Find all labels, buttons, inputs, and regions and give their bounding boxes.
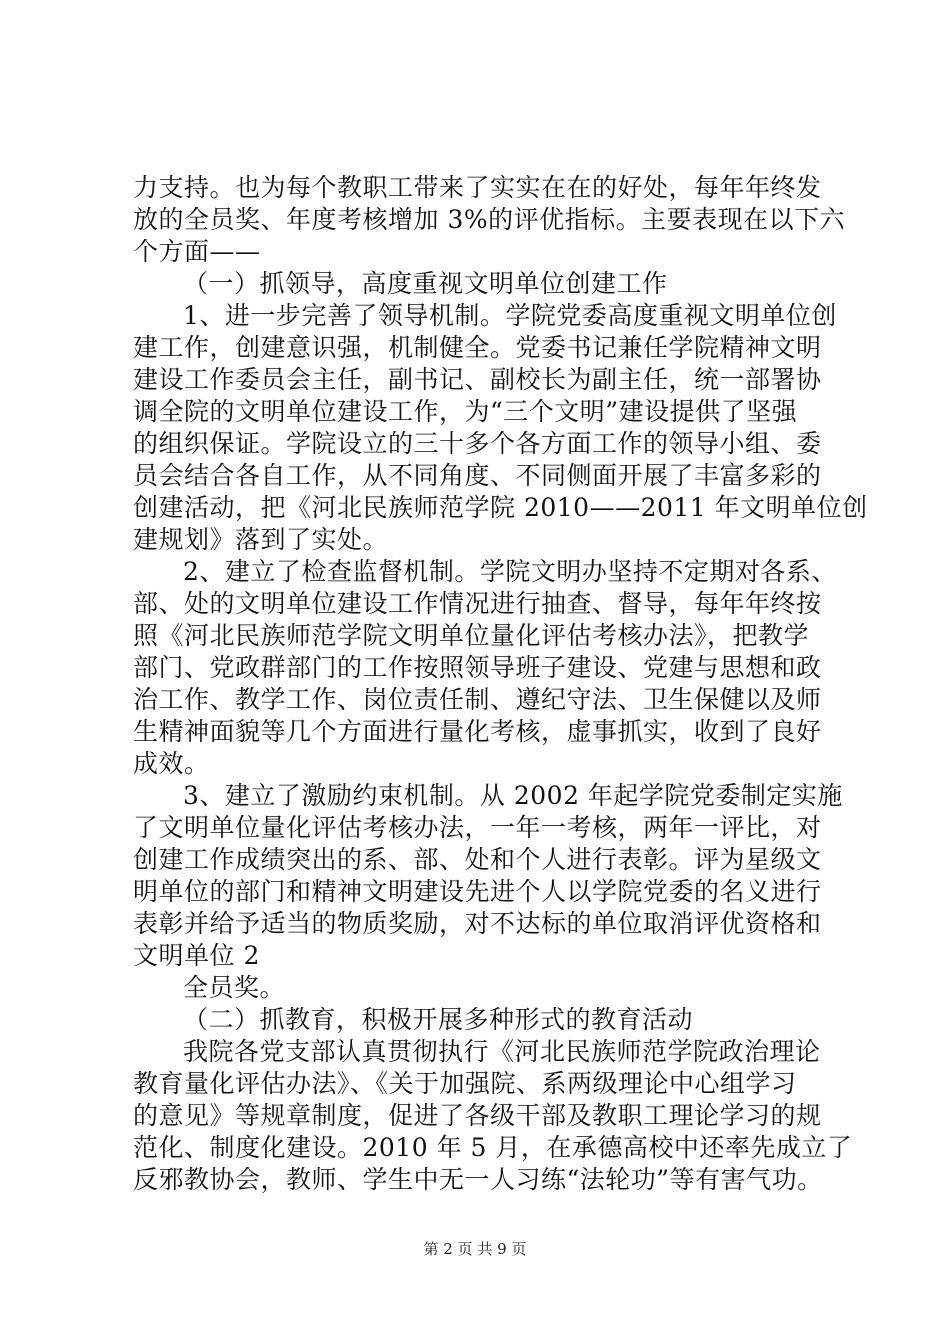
text-line: 创建工作成绩突出的系、部、处和个人进行表彰。评为星级文 <box>133 845 822 874</box>
document-body <box>133 172 868 1196</box>
text-line: 建设工作委员会主任，副书记、副校长为副主任，统一部署协 <box>133 365 822 394</box>
text-line: （一）抓领导，高度重视文明单位创建工作 <box>183 269 668 298</box>
text-line: 了文明单位量化评估考核办法，一年一考核，两年一评比，对 <box>133 813 822 842</box>
text-line: 3、建立了激励约束机制。从 2002 年起学院党委制定实施 <box>183 781 843 810</box>
text-line: 范化、制度化建设。2010 年 5 月，在承德高校中还率先成立了 <box>133 1133 853 1162</box>
text-line: 的意见》等规章制度，促进了各级干部及教职工理论学习的规 <box>133 1101 822 1130</box>
text-line: 照《河北民族师范学院文明单位量化评估考核办法》，把教学 <box>133 621 810 650</box>
text-line: 2、建立了检查监督机制。学院文明办坚持不定期对各系、 <box>183 557 837 586</box>
text-line: 1、进一步完善了领导机制。学院党委高度重视文明单位创 <box>183 301 837 330</box>
text-line: 全员奖。 <box>183 973 286 1002</box>
text-line: 明单位的部门和精神文明建设先进个人以学院党委的名义进行 <box>133 877 822 906</box>
text-line: 的组织保证。学院设立的三十多个各方面工作的领导小组、委 <box>133 429 822 458</box>
text-line: 个方面—— <box>133 237 261 266</box>
text-line: 员会结合各自工作，从不同角度、不同侧面开展了丰富多彩的 <box>133 461 822 490</box>
text-line: 文明单位 2 <box>133 941 260 970</box>
text-line: 力支持。也为每个教职工带来了实实在在的好处，每年年终发 <box>133 173 822 202</box>
page-footer: 第 2 页 共 9 页 <box>423 1240 527 1258</box>
text-line: 教育量化评估办法》、《关于加强院、系两级理论中心组学习 <box>133 1069 797 1098</box>
text-line: 部门、党政群部门的工作按照领导班子建设、党建与思想和政 <box>133 653 822 682</box>
text-line: 创建活动，把《河北民族师范学院 2010——2011 年文明单位创 <box>133 493 868 522</box>
text-line: 我院各党支部认真贯彻执行《河北民族师范学院政治理论 <box>183 1037 821 1066</box>
text-line: 反邪教协会，教师、学生中无一人习练“法轮功”等有害气功。 <box>133 1165 823 1194</box>
text-line: 成效。 <box>133 749 210 778</box>
text-line: 建规划》落到了实处。 <box>133 525 389 554</box>
text-line: （二）抓教育，积极开展多种形式的教育活动 <box>183 1005 694 1034</box>
text-line: 调全院的文明单位建设工作，为“三个文明”建设提供了坚强 <box>133 397 798 426</box>
text-line: 生精神面貌等几个方面进行量化考核，虚事抓实，收到了良好 <box>133 717 822 746</box>
text-line: 表彰并给予适当的物质奖励，对不达标的单位取消评优资格和 <box>133 909 822 938</box>
text-line: 放的全员奖、年度考核增加 3%的评优指标。主要表现在以下六 <box>133 205 846 234</box>
text-line: 建工作，创建意识强，机制健全。党委书记兼任学院精神文明 <box>133 333 822 362</box>
text-line: 部、处的文明单位建设工作情况进行抽查、督导，每年年终按 <box>133 589 822 618</box>
text-line: 治工作、教学工作、岗位责任制、遵纪守法、卫生保健以及师 <box>133 685 822 714</box>
